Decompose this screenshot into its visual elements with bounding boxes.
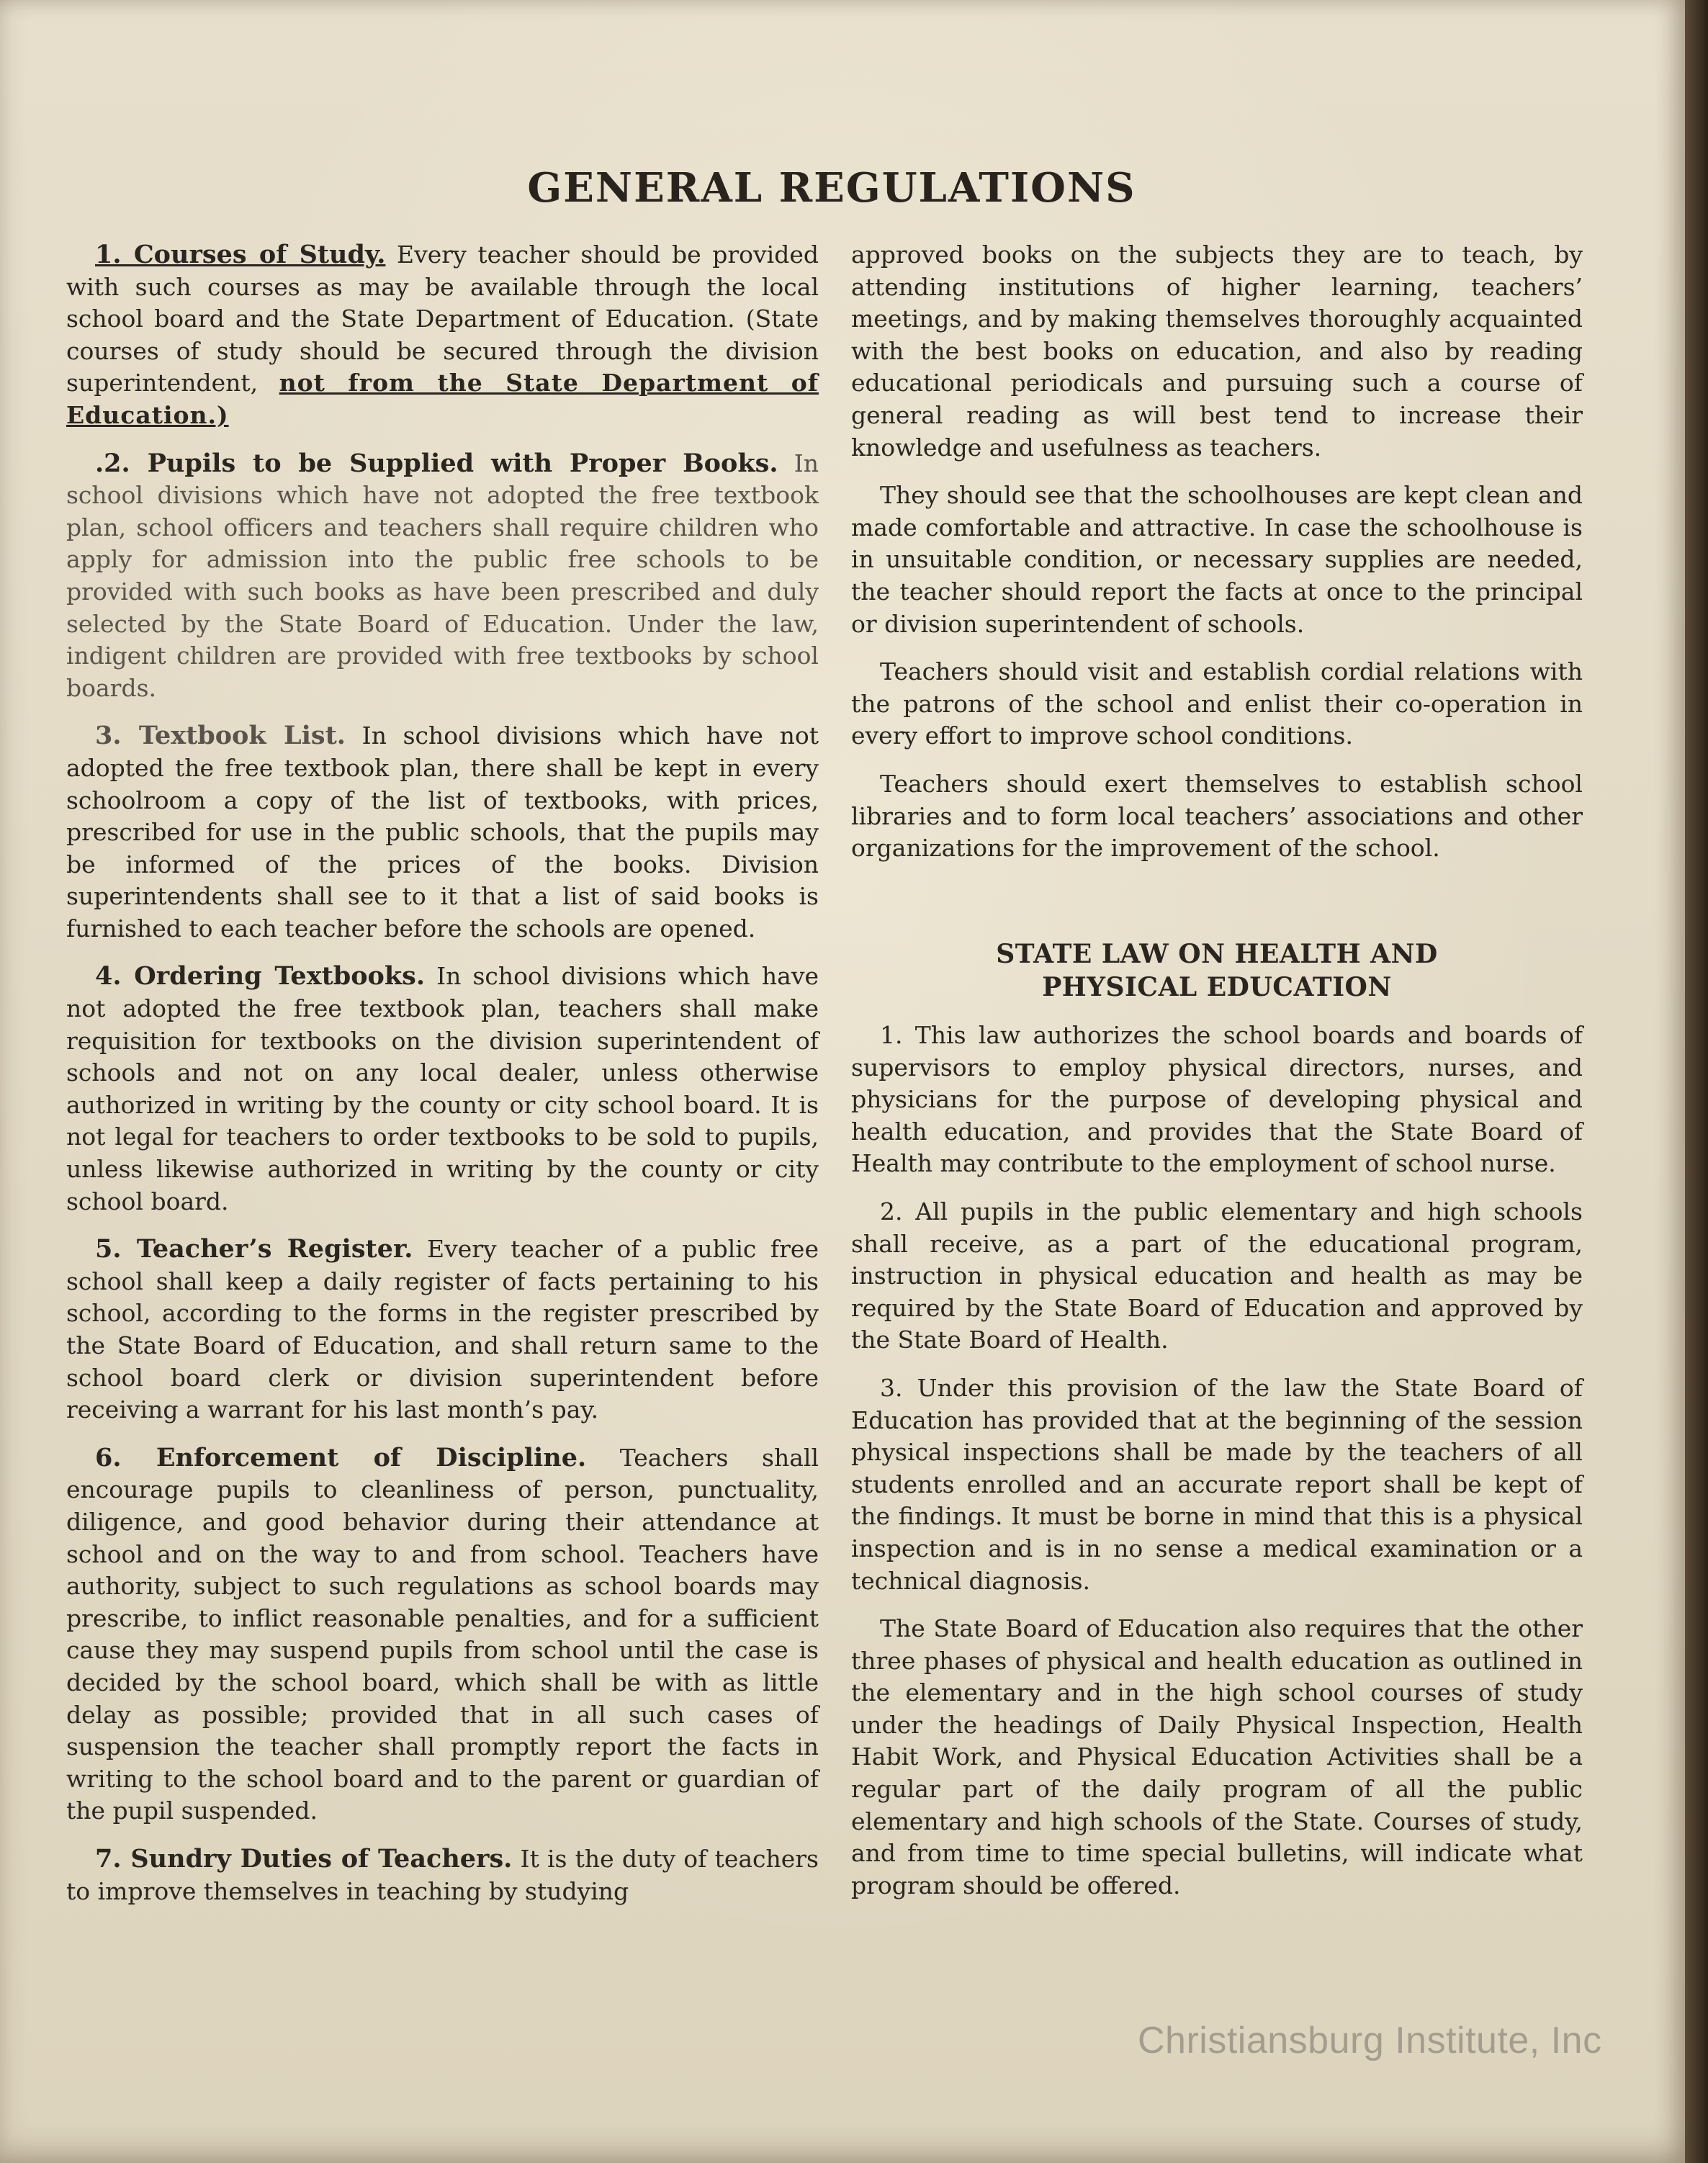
regulation-7 [66, 1843, 819, 1907]
page-title: GENERAL REGULATIONS [527, 164, 1136, 212]
health-item-2: 2. All pupils in the public elementary and high schools shall receive, as a part of the educational program, instruction in physical education and health as may be required by the State Board of Education and approved by the State Board of Health. [851, 1197, 1583, 1354]
regulation-4-heading: 4. Ordering Textbooks. [95, 961, 426, 991]
health-section [851, 937, 1583, 1917]
regulation-4 [66, 961, 819, 1218]
regulation-7-heading: 7. Sundry Duties of Teachers. [95, 1843, 513, 1874]
left-column [66, 239, 819, 1923]
paragraph-patrons: Teachers should visit and establish cordial relations with the patrons of the school and enlist their co-operation in every effort to improve school conditions. [851, 657, 1583, 750]
section-title-line-1: STATE LAW ON HEALTH AND [996, 939, 1438, 969]
health-item-1: 1. This law authorizes the school boards and boards of supervisors to employ physical directors, nurses, and physicians for the purpose of developing physical and health education, and provides that the State Board of Health may contribute to the employment of school nurse. [851, 1021, 1583, 1178]
regulation-7-continued: approved books on the subjects they are to teach, by attending institutions of higher learning, teachers’ meetings, and by making themselves thoroughly acquainted with the best books on education, and also by reading educational periodicals and pursuing such a course of general reading as will best tend to increase their knowledge and usefulness as teachers. [851, 240, 1583, 462]
regulation-2-heading: .2. Pupils to be Supplied with Proper Books. [95, 448, 778, 478]
regulation-1 [66, 239, 819, 432]
regulation-6-text: Teachers shall encourage pupils to cleanliness of person, punctuality, diligence, and good behavior during their attendance at school and on the way to and from school. Teachers have authority, subject to such regulations as school boards may prescribe, to inflict reasonable penalties, and for a sufficient cause they may suspend pupils from school until the case is decided by the school board, which shall be with as little delay as possible; provided that in all such cases of suspension the teacher shall promptly report the facts in writing to the school board and to the parent or guardian of the pupil suspended. [66, 1443, 819, 1825]
section-title [851, 937, 1583, 1004]
regulation-3 [66, 720, 819, 945]
regulation-6 [66, 1442, 819, 1827]
regulation-3-heading: 3. Textbook List. [95, 721, 346, 751]
watermark: Christiansburg Institute, Inc [1138, 2020, 1602, 2061]
right-column-top [851, 239, 1583, 881]
regulation-7-text: It is the duty of teachers to improve themselves in teaching by studying [66, 1844, 819, 1905]
paragraph-schoolhouses: They should see that the schoolhouses are kept clean and made comfortable and attractive. In case the schoolhouse is in unsuitable condition, or necessary supplies are needed, the teacher should report the facts at once to the principal or division superintendent of schools. [851, 481, 1583, 638]
regulation-5-text: Every teacher of a public free school shall keep a daily register of facts pertaining to his school, according to the forms in the register prescribed by the State Board of Education, and shall return same to the school board clerk or division superintendent before receiving a warrant for his last month’s pay. [66, 1235, 819, 1424]
regulation-2 [66, 448, 819, 705]
regulation-1-text: Every teacher should be provided with such courses as may be available through the local school board and the State Department of Education. (State courses of study should be secured through the division superintendent, [66, 240, 819, 397]
health-item-4: The State Board of Education also requires that the other three phases of physical and health education as outlined in the elementary and in the high school courses of study under the headings of Daily Physical Inspection, Health Habit Work, and Physical Education Activities shall be a regular part of the daily program of all the public elementary and high schools of the State. Courses of study, and from time to time special bulletins, will indicate what program should be offered. [851, 1614, 1583, 1899]
regulation-6-heading: 6. Enforcement of Discipline. [95, 1442, 587, 1472]
regulation-1-emphasis: not from the State Department of Education.) [66, 369, 819, 429]
health-item-3: 3. Under this provision of the law the State Board of Education has provided that at the beginning of the session physical inspections shall be made by the teachers of all students enrolled and an accurate report shall be kept of the findings. It must be borne in mind that this is a physical inspection and is in no sense a medical examination or a technical diagnosis. [851, 1373, 1583, 1595]
regulation-3-text: In school divisions which have not adopted the free textbook plan, there shall be kept in every schoolroom a copy of the list of textbooks, with prices, prescribed for use in the public schools, that the pupils may be informed of the prices of the books. Division superintendents shall see to it that a list of said books is furnished to each teacher before the schools are opened. [66, 721, 819, 943]
background-edge [1685, 0, 1708, 2163]
regulation-5-heading: 5. Teacher’s Register. [95, 1234, 413, 1264]
regulation-1-heading: 1. Courses of Study. [95, 240, 386, 269]
regulation-4-text: In school divisions which have not adopted the free textbook plan, teachers shall make requisition for textbooks on the division superintendent of schools and not on any local dealer, unless otherwise authorized in writing by the county or city school board. It is not legal for teachers to order textbooks to be sold to pupils, unless likewise authorized in writing by the county or city school board. [66, 962, 819, 1215]
section-title-line-2: PHYSICAL EDUCATION [1042, 972, 1392, 1002]
regulation-5 [66, 1233, 819, 1426]
paragraph-libraries: Teachers should exert themselves to establish school libraries and to form local teachers’ associations and other organizations for the improvement of the school. [851, 769, 1583, 863]
regulation-2-text: In school divisions which have not adopted the free textbook plan, school officers and teachers shall require children who apply for admission into the public free schools to be provided with such books as have been prescribed and duly selected by the State Board of Education. Under the law, indigent children are provided with free textbooks by school boards. [66, 449, 819, 702]
